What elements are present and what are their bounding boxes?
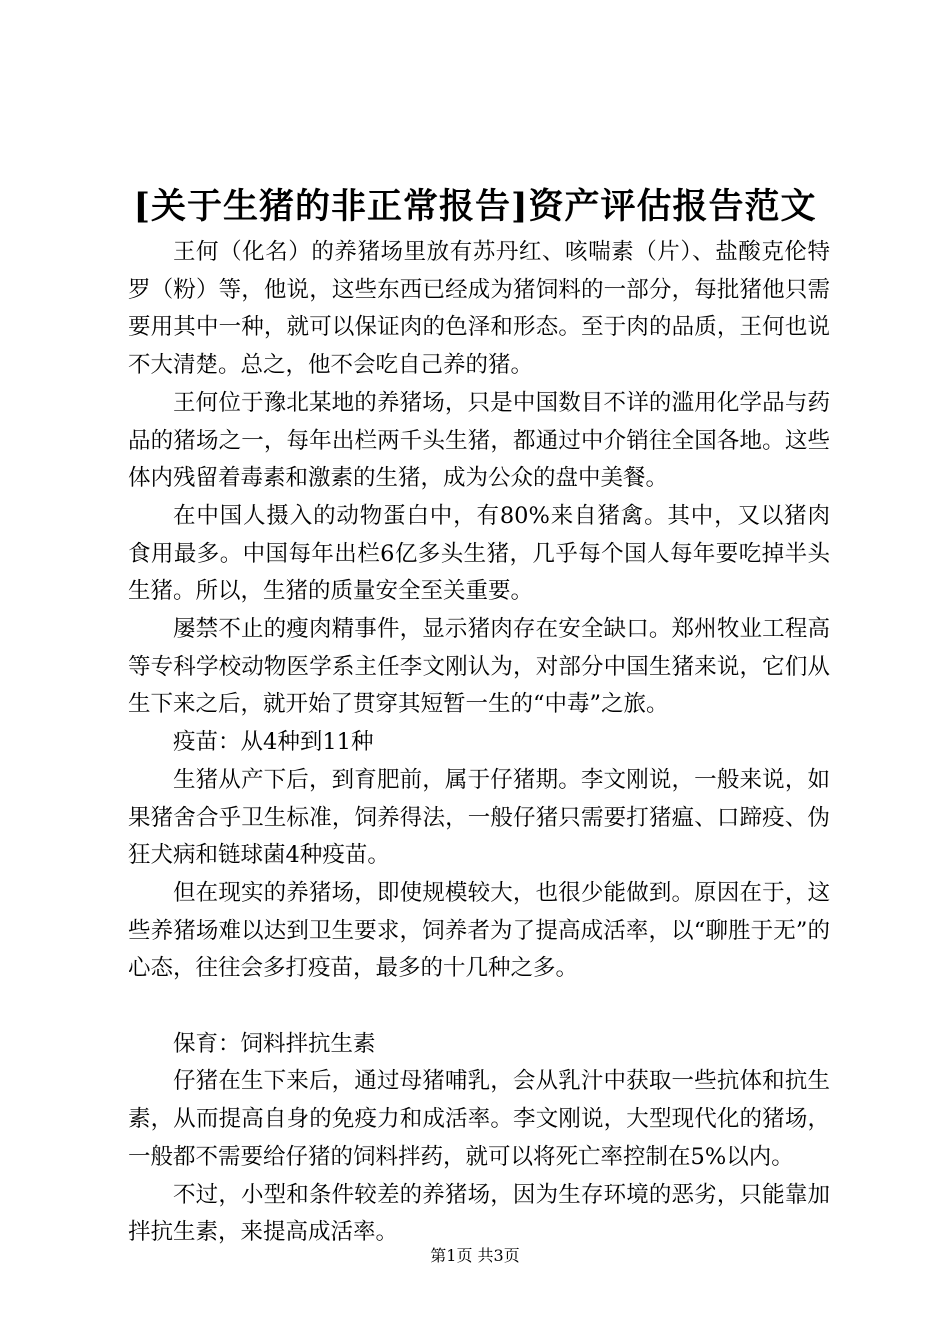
paragraph: 生猪从产下后，到育肥前，属于仔猪期。李文刚说，一般来说，如果猪舍合乎卫生标准，饲养得法，一般仔猪只需要打猪瘟、口蹄疫、伪狂犬病和链球菌4种疫苗。 — [128, 766, 830, 869]
paragraph: 但在现实的养猪场，即使规模较大，也很少能做到。原因在于，这些养猪场难以达到卫生要求，饲养者为了提高成活率，以“聊胜于无”的心态，往往会多打疫苗，最多的十几种之多。 — [128, 879, 830, 982]
document-body — [128, 234, 830, 1252]
document-title: [关于生猪的非正常报告]资产评估报告范文 — [133, 186, 817, 227]
section-heading: 保育：饲料拌抗生素 — [173, 1030, 376, 1057]
paragraph: 王何位于豫北某地的养猪场，只是中国数目不详的滥用化学品与药品的猪场之一，每年出栏两千头生猪，都通过中介销往全国各地。这些体内残留着毒素和激素的生猪，成为公众的盘中美餐。 — [128, 389, 830, 492]
paragraph: 屡禁不止的瘦肉精事件，显示猪肉存在安全缺口。郑州牧业工程高等专科学校动物医学系主任李文刚认为，对部分中国生猪来说，它们从生下来之后，就开始了贯穿其短暂一生的“中毒”之旅。 — [128, 616, 830, 718]
paragraph: 仔猪在生下来后，通过母猪哺乳，会从乳汁中获取一些抗体和抗生素，从而提高自身的免疫力和成活率。李文刚说，大型现代化的猪场，一般都不需要给仔猪的饲料拌药，就可以将死亡率控制在5%以内。 — [128, 1068, 830, 1170]
paragraph: 不过，小型和条件较差的养猪场，因为生存环境的恶劣，只能靠加拌抗生素，来提高成活率。 — [128, 1181, 830, 1246]
page-number-footer: 第1页 共3页 — [430, 1246, 520, 1265]
section-heading: 疫苗：从4种到11种 — [173, 729, 374, 756]
paragraph: 在中国人摄入的动物蛋白中，有80%来自猪禽。其中，又以猪肉食用最多。中国每年出栏6亿多头生猪，几乎每个国人每年要吃掉半头生猪。所以，生猪的质量安全至关重要。 — [128, 502, 830, 605]
paragraph: 王何（化名）的养猪场里放有苏丹红、咳喘素（片）、盐酸克伦特罗（粉）等，他说，这些东西已经成为猪饲料的一部分，每批猪他只需要用其中一种，就可以保证肉的色泽和形态。至于肉的品质，王何也说不大清楚。总之，他不会吃自己养的猪。 — [128, 239, 830, 379]
